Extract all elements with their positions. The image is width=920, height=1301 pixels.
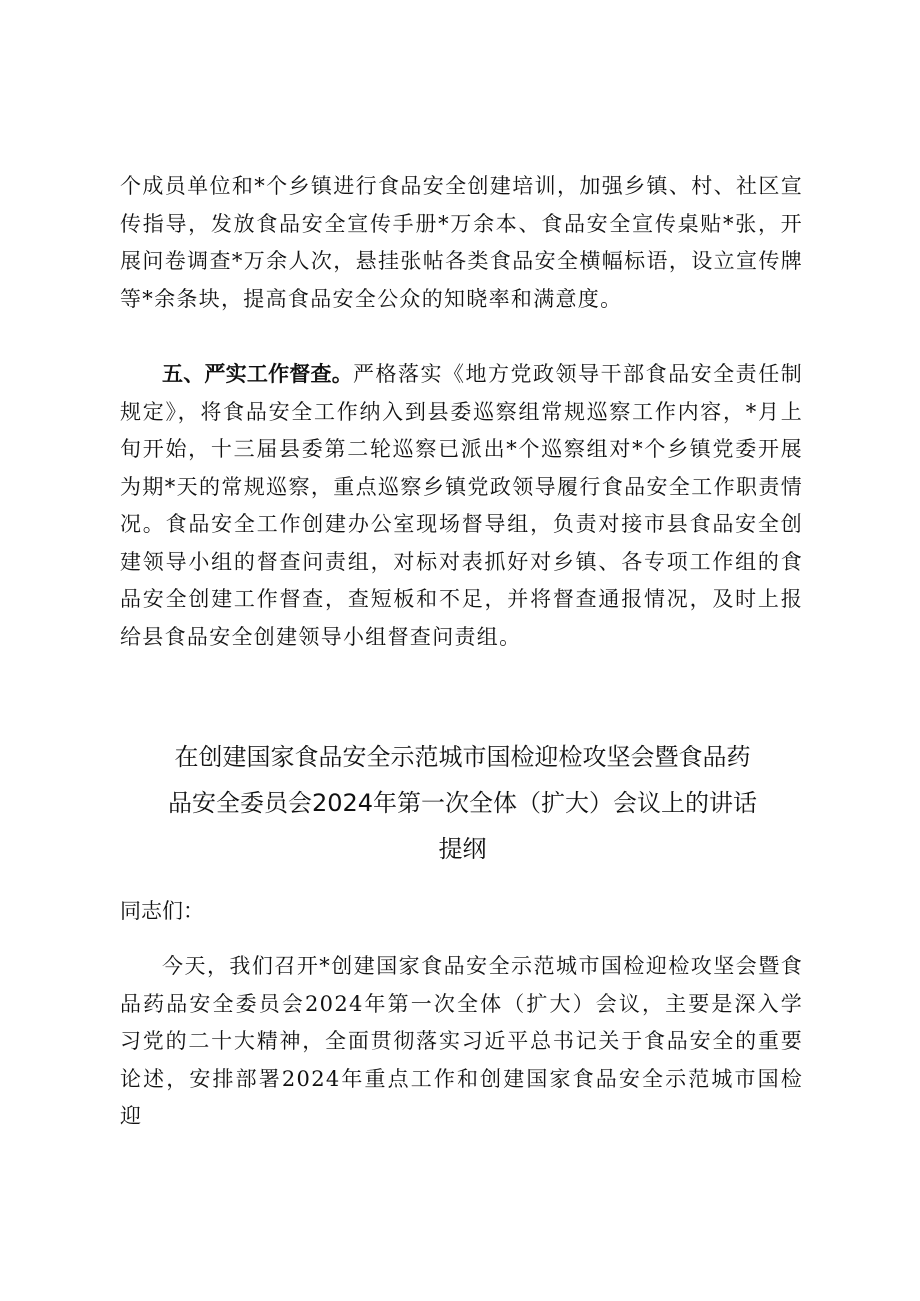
paragraph-supervision [120,356,803,656]
paragraph-supervision-body: 严格落实《地方党政领导干部食品安全责任制规定》，将食品安全工作纳入到县委巡察组常规巡察工作内容，*月上旬开始，十三届县委第二轮巡察已派出*个巡察组对*个乡镇党委开展为期*天的常规巡察，重点巡察乡镇党政领导履行食品安全工作职责情况。食品安全工作创建办公室现场督导组，负责对接市县食品安全创建领导小组的督查问责组，对标对表抓好对乡镇、各专项工作组的食品安全创建工作督查，查短板和不足，并将督查通报情况，及时上报给县食品安全创建领导小组督查问责组。 [120,362,804,649]
title-line-3: 提纲 [438,835,487,863]
greeting: 同志们： [120,899,204,923]
paragraph-publicity: 个成员单位和*个乡镇进行食品安全创建培训，加强乡镇、村、社区宣传指导，发放食品安全宣传手册*万余本、食品安全宣传桌贴*张，开展问卷调查*万余人次，悬挂张帖各类食品安全横幅标语，设立宣传牌等*余条块，提高食品安全公众的知晓率和满意度。 [120,174,803,311]
title-line-1: 在创建国家食品安全示范城市国检迎检攻坚会暨食品药 [174,743,751,771]
paragraph-opening: 今天，我们召开*创建国家食品安全示范城市国检迎检攻坚会暨食品药品安全委员会2024年第一次全体（扩大）会议，主要是深入学习党的二十大精神，全面贯彻落实习近平总书记关于食品安全的重要论述，安排部署2024年重点工作和创建国家食品安全示范城市国检迎 [120,954,803,1128]
speech-title [130,734,795,872]
section-heading-supervision: 五、严实工作督查。 [162,362,353,386]
title-line-2: 品安全委员会2024年第一次全体（扩大）会议上的讲话 [167,789,758,817]
